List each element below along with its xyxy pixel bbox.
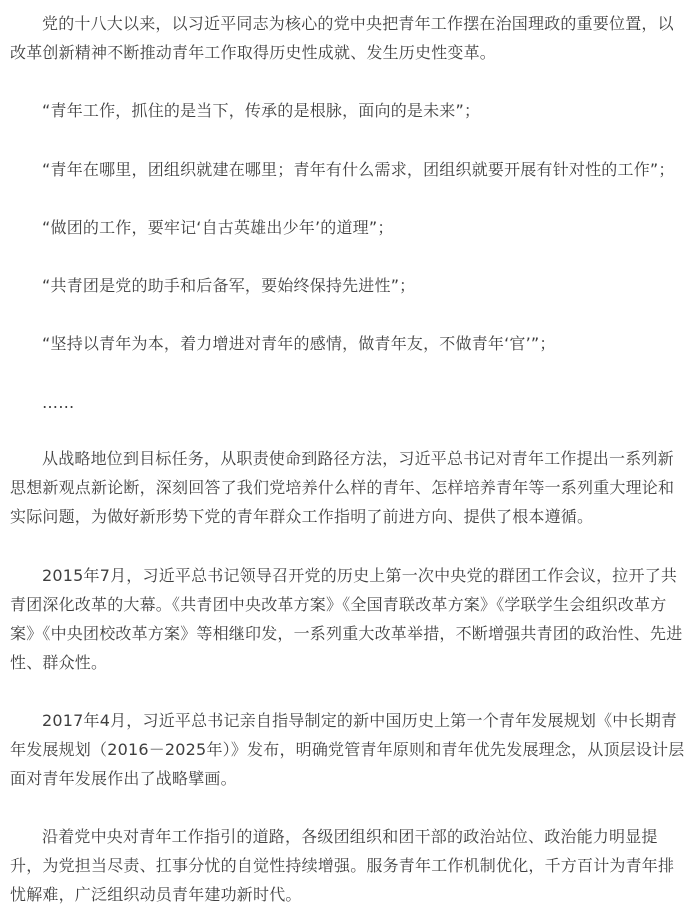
- quote-where-youth-are: “青年在哪里，团组织就建在哪里；青年有什么需求，团组织就要开展有针对性的工作”；: [42, 160, 675, 179]
- paragraph-following-path: 沿着党中央对青年工作指引的道路，各级团组织和团干部的政治站位、政治能力明显提升，为党担当尽责、扛事分忧的自觉性持续增强。服务青年工作机制优化，千方百计为青年排忧解难，广泛组织动员青年建功新时代。: [10, 827, 675, 904]
- quote-heroes: “做团的工作，要牢记‘自古英雄出少年’的道理”；: [42, 218, 394, 237]
- quote-youth-centered: “坚持以青年为本，着力增进对青年的感情，做青年友，不做青年‘官’”；: [42, 334, 556, 353]
- quote-youth-work: “青年工作，抓住的是当下，传承的是根脉，面向的是未来”；: [42, 101, 481, 120]
- quote-assistant-reserve: “共青团是党的助手和后备军，要始终保持先进性”；: [42, 276, 416, 295]
- paragraph-2017-plan: 2017年4月，习近平总书记亲自指导制定的新中国历史上第一个青年发展规划《中长期青年发展规划（2016－2025年）》发布，明确党管青年原则和青年优先发展理念，从顶层设计层面对青年发展作出了战略擘画。: [10, 711, 685, 788]
- paragraph-strategy: 从战略地位到目标任务，从职责使命到路径方法，习近平总书记对青年工作提出一系列新思想新观点新论断，深刻回答了我们党培养什么样的青年、怎样培养青年等一系列重大理论和实际问题，为做好新形势下党的青年群众工作指明了前进方向、提供了根本遵循。: [10, 449, 675, 526]
- paragraph-2015-reform: 2015年7月，习近平总书记领导召开党的历史上第一次中央党的群团工作会议，拉开了共青团深化改革的大幕。《共青团中央改革方案》《全国青联改革方案》《学联学生会组织改革方案》《中央团校改革方案》等相继印发，一系列重大改革举措，不断增强共青团的政治性、先进性、群众性。: [10, 566, 683, 672]
- ellipsis: ……: [42, 393, 75, 412]
- paragraph-intro: 党的十八大以来，以习近平同志为核心的党中央把青年工作摆在治国理政的重要位置，以改革创新精神不断推动青年工作取得历史性成就、发生历史性变革。: [10, 14, 674, 62]
